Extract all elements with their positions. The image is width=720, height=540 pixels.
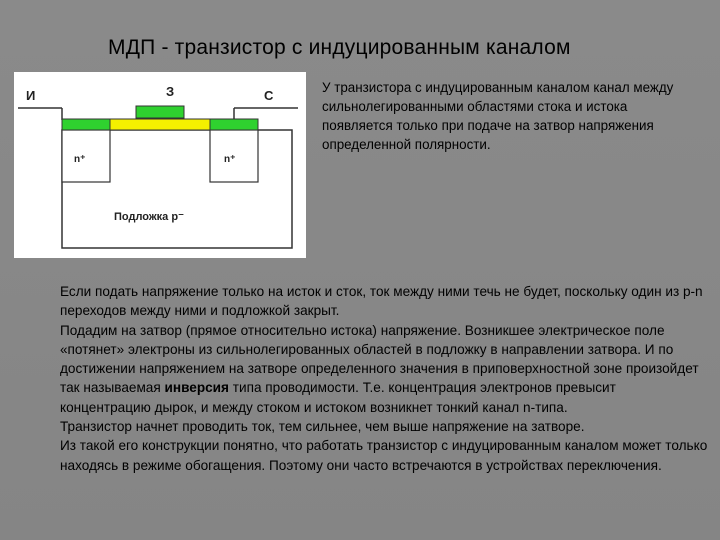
paragraph-3: Транзистор начнет проводить ток, тем сильнее, чем выше напряжение на затворе. xyxy=(60,419,585,435)
n-plus-source-region xyxy=(62,130,110,182)
inversion-term: инверсия xyxy=(164,380,229,396)
label-n-plus-left: n⁺ xyxy=(74,154,86,165)
gate-oxide xyxy=(110,119,210,130)
paragraph-1: Если подать напряжение только на исток и сток, ток между ними течь не будет, поскольку один из p-n переходов между ними и подложкой закрыт. xyxy=(60,284,703,319)
paragraph-2-end: типа проводимости. Т.е. концентрация электронов превысит концентрацию дырок, и между стоком и истоком возникнет тонкий канал n-типа. xyxy=(60,380,616,415)
label-n-plus-right: n⁺ xyxy=(224,154,236,165)
paragraph-4: Из такой его конструкции понятно, что работать транзистор с индуцированным каналом может только находясь в режиме обогащения. Поэтому они часто встречаются в устройствах переключения. xyxy=(60,438,708,473)
paragraph-2 xyxy=(60,321,710,417)
mosfet-cross-section xyxy=(14,72,306,258)
body-text xyxy=(60,282,710,475)
label-substrate: Подложка p⁻ xyxy=(114,211,184,223)
label-source: И xyxy=(26,88,36,103)
mosfet-diagram xyxy=(14,72,306,258)
gate-contact xyxy=(136,106,184,118)
label-drain: С xyxy=(264,88,274,103)
label-gate: З xyxy=(166,84,175,99)
source-contact xyxy=(62,119,110,130)
drain-contact xyxy=(210,119,258,130)
paragraph-2-start: Подадим на затвор (прямое относительно истока) напряжение. Возникшее электрическое поле «потянет» электроны из сильнолегированных областей в подложку в направлении затвора. И по достижении напряжением на затворе определенного значения в приповерхностной зоне произойдет так называемая xyxy=(60,322,699,396)
slide-title: МДП - транзистор с индуцированным каналом xyxy=(108,36,571,59)
description-text: У транзистора с индуцированным каналом канал между сильнолегированными областями стока и истока появляется только при подаче на затвор напряжения определенной полярности. xyxy=(322,80,674,152)
